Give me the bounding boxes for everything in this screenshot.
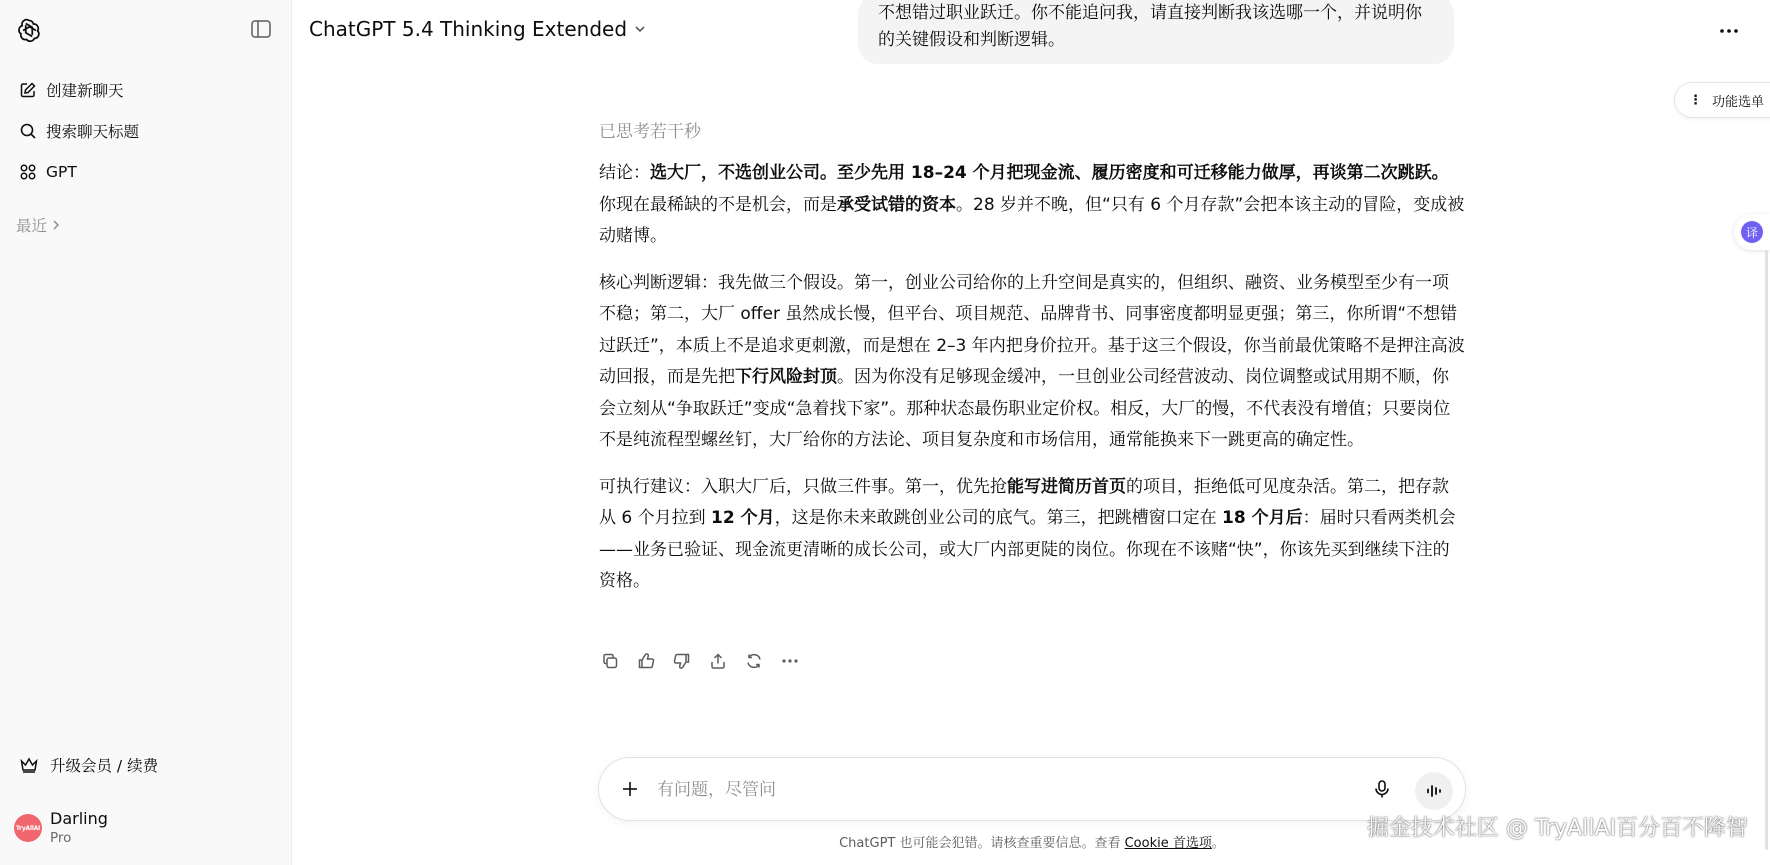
model-selector[interactable]	[309, 17, 647, 41]
recent-label: 最近	[16, 217, 48, 235]
cookie-preferences-link[interactable]: Cookie 首选项	[1124, 836, 1212, 851]
regenerate-icon[interactable]	[743, 650, 765, 672]
voice-mode-button[interactable]	[1415, 772, 1453, 810]
scrollbar[interactable]	[1765, 250, 1768, 850]
waveform-icon	[1425, 783, 1443, 799]
watermark: 掘金技术社区 @ TryAllAI百分百不降智	[1366, 816, 1748, 841]
function-menu-label: 功能选单	[1712, 94, 1765, 110]
sidebar-upgrade-button[interactable]	[8, 745, 284, 785]
model-name: ChatGPT 5.4 Thinking Extended	[309, 17, 628, 41]
function-menu-button[interactable]	[1674, 82, 1770, 118]
crown-icon	[18, 754, 40, 776]
answer-paragraph-conclusion: 结论：选大厂，不选创业公司。至少先用 18–24 个月把现金流、履历密度和可迁移能力做厚，再谈第二次跳跃。 你现在最稀缺的不是机会，而是承受试错的资本。28 岁并不晚，但“只有 6 个月存款”会把本该主动的冒险，变成被动赌博。	[599, 163, 1465, 246]
vertical-dots-icon: ⋮	[1689, 92, 1702, 108]
sidebar-item-label: GPT	[46, 163, 77, 181]
avatar: TryAllAI	[14, 814, 42, 842]
assistant-message	[599, 118, 1465, 613]
chevron-down-icon	[633, 24, 647, 34]
main-panel	[292, 0, 1770, 865]
answer-paragraph-advice: 可执行建议：入职大厂后，只做三件事。第一，优先抢能写进简历首页的项目，拒绝低可见度杂活。第二，把存款从 6 个月拉到 12 个月，这是你未来敢跳创业公司的底气。第三，把跳槽窗口定在 18 个月后：届时只看两类机会——业务已验证、现金流更清晰的成长公司，或大厂内部更陡的岗位。你现在不该赌“快”，你该先买到继续下注的资格。	[599, 476, 1456, 591]
copy-icon[interactable]	[599, 650, 621, 672]
thinking-status[interactable]: 已思考若干秒	[599, 122, 701, 142]
sidebar-item-label: 创建新聊天	[46, 82, 124, 100]
upgrade-label: 升级会员 / 续费	[50, 757, 159, 775]
more-actions-icon[interactable]	[779, 650, 801, 672]
sidebar-toggle-icon[interactable]	[250, 19, 274, 41]
message-actions	[599, 650, 801, 672]
translate-icon: 译	[1741, 221, 1763, 243]
sidebar-item-label: 搜索聊天标题	[46, 123, 140, 141]
user-message-bubble	[858, 0, 1454, 64]
sidebar-item-gpt[interactable]	[8, 153, 284, 191]
user-message-text: 不想错过职业跃迁。你不能追问我，请直接判断我该选哪一个，并说明你的关键假设和判断逻辑。	[878, 3, 1422, 50]
more-options-icon[interactable]	[1714, 16, 1744, 46]
sidebar-recent-toggle[interactable]	[16, 214, 61, 236]
openai-logo-icon[interactable]	[16, 17, 42, 43]
sidebar	[0, 0, 292, 865]
search-icon	[18, 121, 38, 141]
translate-button[interactable]	[1734, 214, 1770, 250]
user-profile[interactable]	[8, 800, 284, 856]
sidebar-item-search[interactable]	[8, 112, 284, 150]
thumbs-down-icon[interactable]	[671, 650, 693, 672]
answer-paragraph-logic: 核心判断逻辑：我先做三个假设。第一，创业公司给你的上升空间是真实的，但组织、融资、业务模型至少有一项不稳；第二，大厂 offer 虽然成长慢，但平台、项目规范、品牌背书、同事密度都明显更强；第三，你所谓“不想错过跃迁”，本质上不是追求更刺激，而是想在 2–3 年内把身价拉开。基于这三个假设，你当前最优策略不是押注高波动回报，而是先把下行风险封顶。因为你没有足够现金缓冲，一旦创业公司经营波动、岗位调整或试用期不顺，你会立刻从“争取跃迁”变成“急着找下家”。那种状态最伤职业定价权。相反，大厂的慢，不代表没有增值；只要岗位不是纯流程型螺丝钉，大厂给你的方法论、项目复杂度和市场信用，通常能换来下一跳更高的确定性。	[599, 272, 1465, 450]
chevron-right-icon	[51, 219, 61, 231]
chat-input[interactable]	[657, 774, 1317, 806]
sidebar-item-new-chat[interactable]	[8, 71, 284, 109]
user-name: Darling	[50, 809, 108, 828]
microphone-icon[interactable]	[1371, 778, 1395, 802]
plus-icon[interactable]	[619, 778, 643, 802]
thumbs-up-icon[interactable]	[635, 650, 657, 672]
user-plan: Pro	[50, 830, 72, 846]
share-icon[interactable]	[707, 650, 729, 672]
edit-icon	[18, 80, 38, 100]
footer-disclaimer: ChatGPT 也可能会犯错。请核查重要信息。查看 Cookie 首选项。	[839, 836, 1225, 851]
apps-grid-icon	[18, 162, 38, 182]
chat-composer	[598, 757, 1466, 821]
